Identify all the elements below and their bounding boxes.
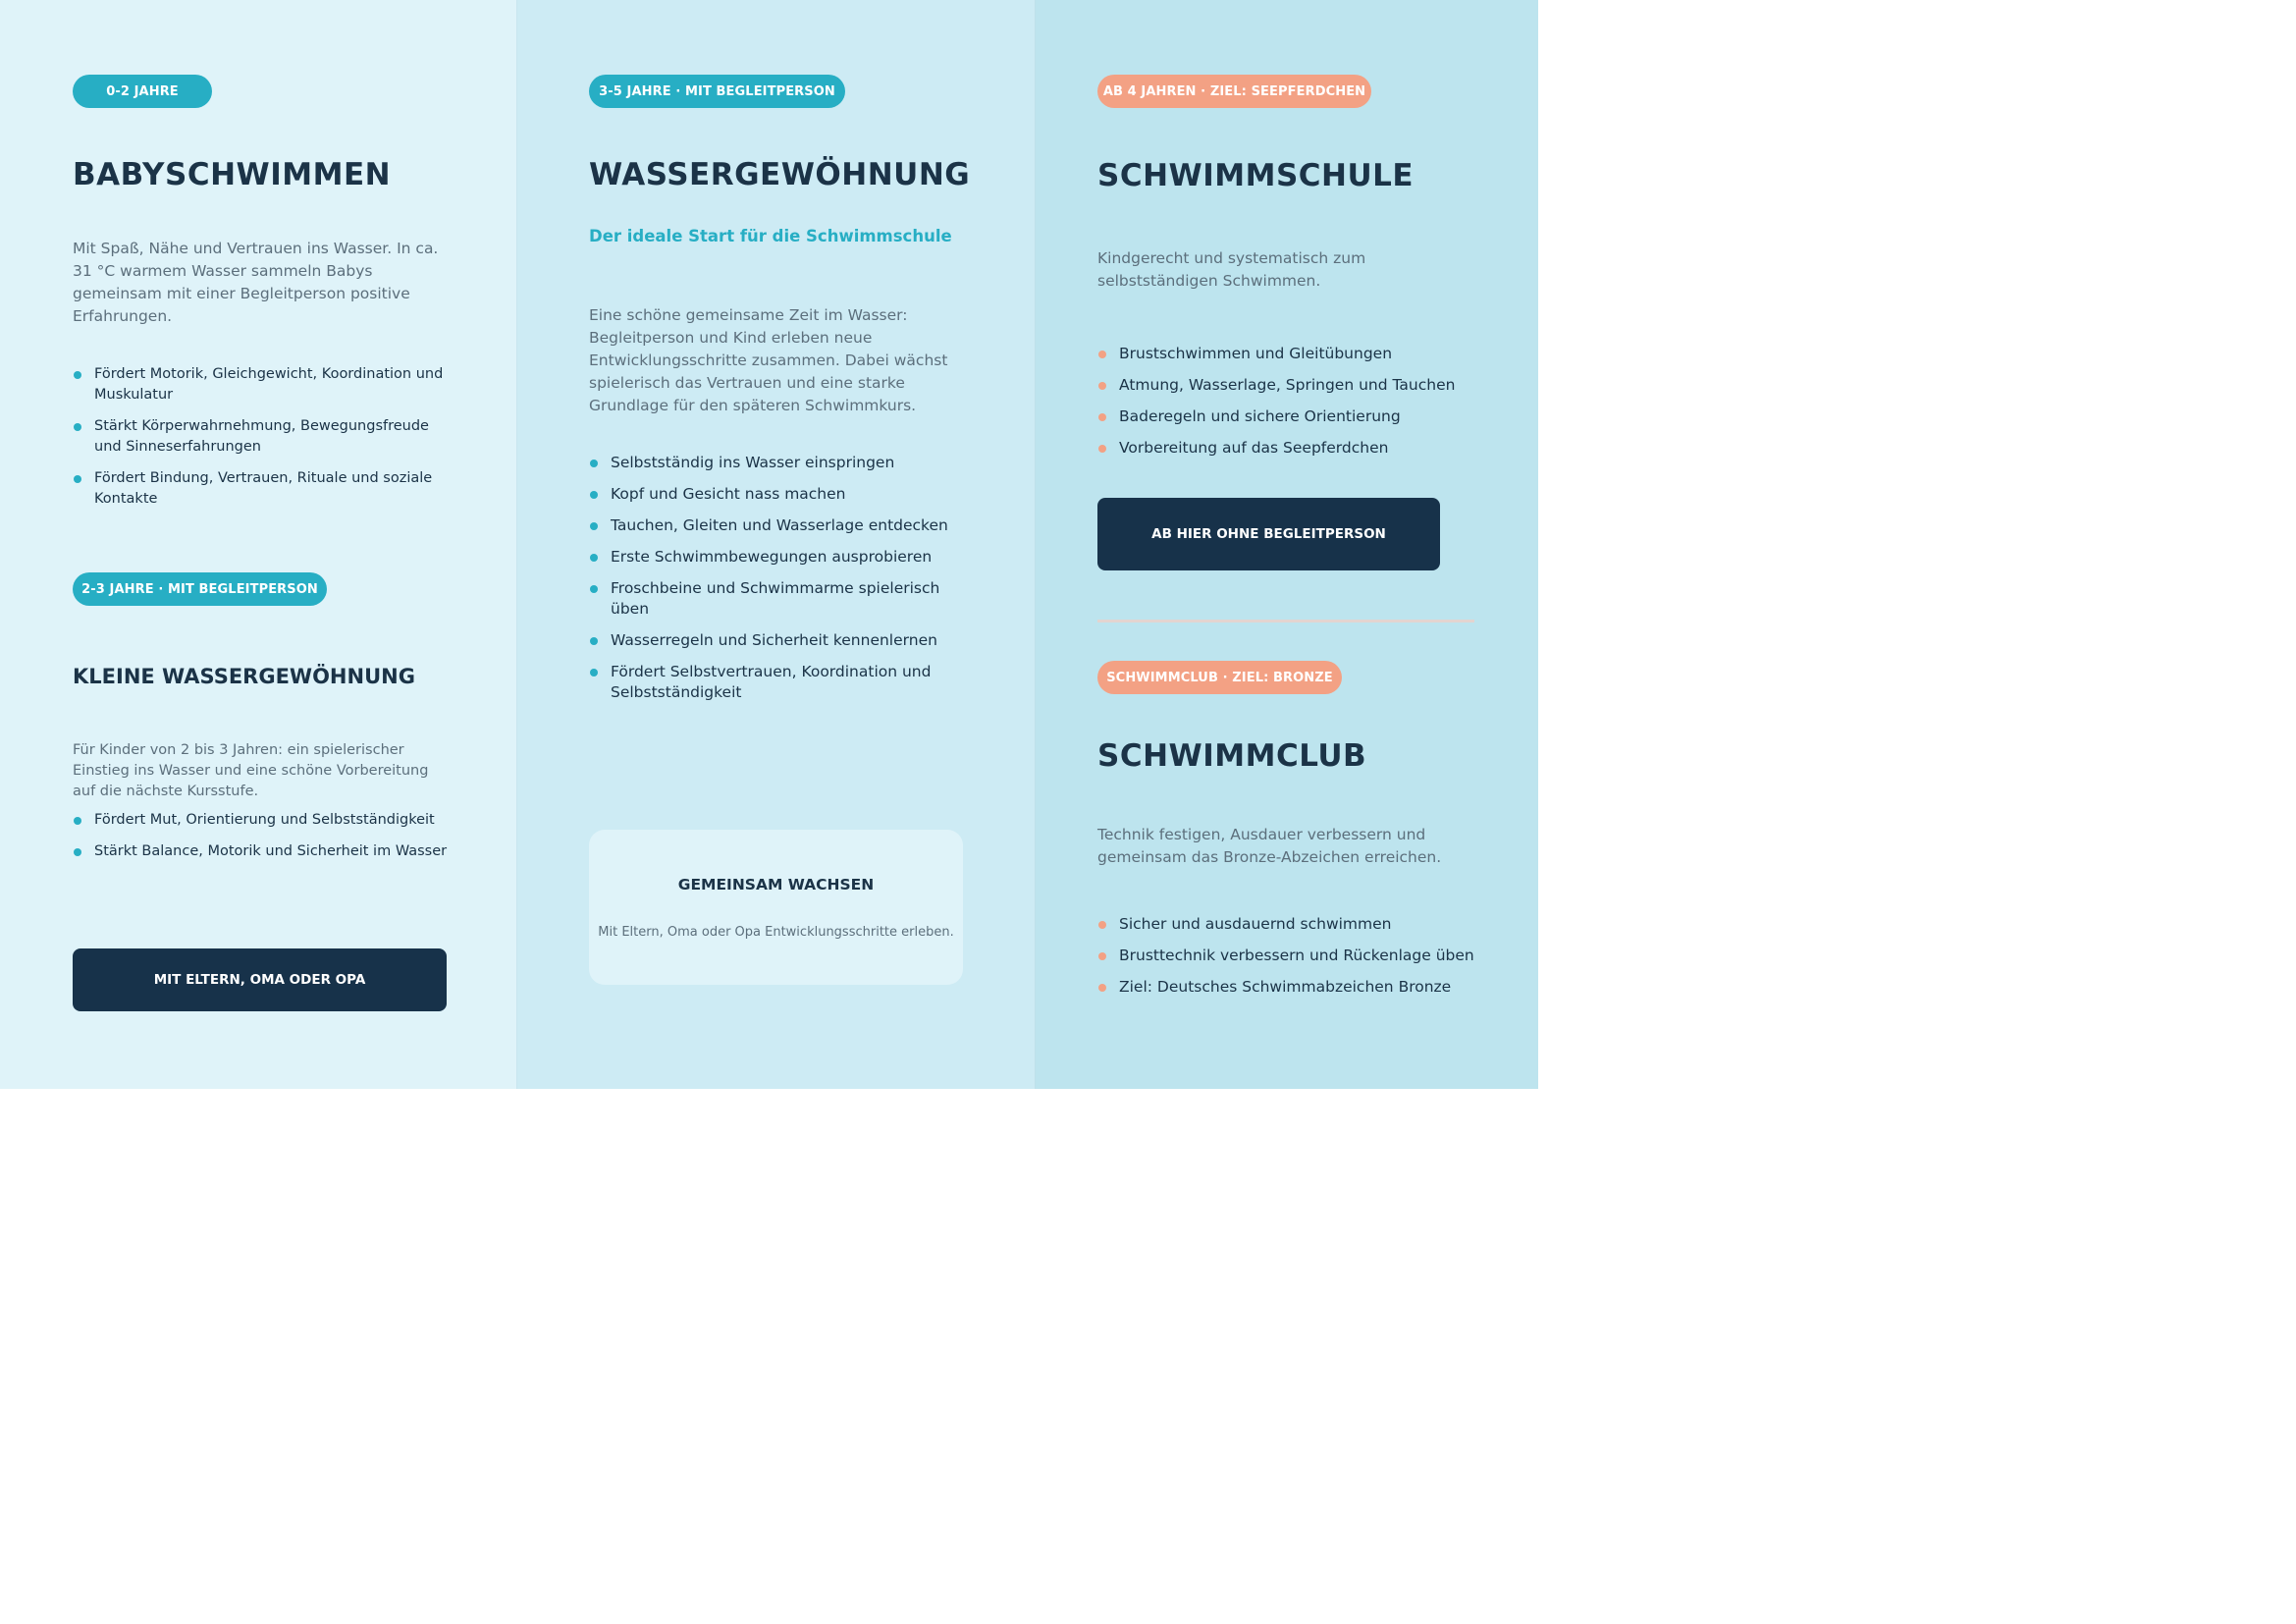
- list-item: Tauchen, Gleiten und Wasserlage entdecken: [589, 515, 967, 536]
- bullet-dot-icon: [74, 475, 81, 483]
- without-companion-button[interactable]: AB HIER OHNE BEGLEITPERSON: [1097, 498, 1440, 570]
- panel-wassergewoehnung: [517, 0, 1036, 1089]
- panel-babyschwimmen: [0, 0, 517, 1089]
- age-badge-ab-4: AB 4 JAHREN · ZIEL: SEEPFERDCHEN: [1097, 75, 1371, 108]
- section-title-kleine-wassergewoehnung: KLEINE WASSERGEWÖHNUNG: [73, 665, 415, 688]
- skills-list-schwimmclub: [1097, 914, 1490, 998]
- bullet-dot-icon: [1098, 382, 1106, 390]
- bullet-dot-icon: [590, 554, 598, 562]
- intro-kleine-wassergewoehnung: Für Kinder von 2 bis 3 Jahren: ein spielerischer Einstieg ins Wasser und eine schöne Vorbereitung auf die nächste Kursstufe.: [73, 742, 429, 799]
- age-badge-3-5: 3-5 JAHRE · MIT BEGLEITPERSON: [589, 75, 845, 108]
- with-parents-button[interactable]: MIT ELTERN, OMA ODER OPA: [73, 948, 447, 1011]
- list-item: Baderegeln und sichere Orientierung: [1097, 406, 1490, 427]
- bullet-dot-icon: [590, 522, 598, 530]
- list-item: Stärkt Körperwahrnehmung, Bewegungsfreude und Sinneserfahrungen: [73, 416, 451, 458]
- list-item: Froschbeine und Schwimmarme spielerisch üben: [589, 578, 967, 620]
- benefits-list-kleine-wassergewoehnung: [73, 810, 465, 862]
- bullet-dot-icon: [590, 669, 598, 677]
- list-item: Vorbereitung auf das Seepferdchen: [1097, 438, 1490, 459]
- bullet-dot-icon: [1098, 984, 1106, 992]
- list-item: Stärkt Balance, Motorik und Sicherheit im Wasser: [73, 841, 465, 862]
- section-title-wassergewoehnung: WASSERGEWÖHNUNG: [589, 157, 971, 192]
- intro-wassergewoehnung: Eine schöne gemeinsame Zeit im Wasser: Begleitperson und Kind erleben neue Entwicklungsschritte zusammen. Dabei wächst spielerisch das Vertrauen und eine starke Grundlage für den späteren Schwimmkurs.: [589, 306, 948, 414]
- list-item: Selbstständig ins Wasser einspringen: [589, 453, 967, 473]
- bullet-dot-icon: [1098, 921, 1106, 929]
- list-item: Ziel: Deutsches Schwimmabzeichen Bronze: [1097, 977, 1490, 998]
- bullet-dot-icon: [1098, 351, 1106, 358]
- bullet-dot-icon: [590, 491, 598, 499]
- skills-list-schwimmschule: [1097, 344, 1490, 459]
- list-item: Fördert Mut, Orientierung und Selbstständigkeit: [73, 810, 465, 831]
- skills-list-wassergewoehnung: [589, 453, 967, 703]
- bullet-dot-icon: [74, 423, 81, 431]
- bullet-dot-icon: [1098, 952, 1106, 960]
- list-item: Fördert Bindung, Vertrauen, Rituale und soziale Kontakte: [73, 468, 451, 510]
- list-item: Fördert Selbstvertrauen, Koordination und Selbstständigkeit: [589, 662, 967, 703]
- list-item: Fördert Motorik, Gleichgewicht, Koordination und Muskulatur: [73, 364, 451, 406]
- list-item: Brusttechnik verbessern und Rückenlage üben: [1097, 946, 1490, 966]
- bullet-dot-icon: [1098, 445, 1106, 453]
- intro-babyschwimmen: Mit Spaß, Nähe und Vertrauen ins Wasser. In ca. 31 °C warmem Wasser sammeln Babys gemeinsam mit einer Begleitperson positive Erfahrungen.: [73, 240, 439, 325]
- bullet-dot-icon: [74, 371, 81, 379]
- card-text: Mit Eltern, Oma oder Opa Entwicklungsschritte erleben.: [598, 925, 954, 940]
- list-item: Kopf und Gesicht nass machen: [589, 484, 967, 505]
- subtitle-wassergewoehnung: Der ideale Start für die Schwimmschule: [589, 227, 952, 245]
- list-item: Erste Schwimmbewegungen ausprobieren: [589, 547, 967, 568]
- bullet-dot-icon: [1098, 413, 1106, 421]
- list-item: Sicher und ausdauernd schwimmen: [1097, 914, 1490, 935]
- age-badge-0-2: 0-2 JAHRE: [73, 75, 212, 108]
- list-item: Brustschwimmen und Gleitübungen: [1097, 344, 1490, 364]
- panel-schwimmschule: [1036, 0, 1538, 1089]
- section-divider: [1097, 620, 1474, 623]
- bullet-dot-icon: [590, 637, 598, 645]
- intro-schwimmclub: Technik festigen, Ausdauer verbessern und gemeinsam das Bronze-Abzeichen erreichen.: [1097, 826, 1442, 866]
- bullet-dot-icon: [590, 460, 598, 467]
- section-title-babyschwimmen: BABYSCHWIMMEN: [73, 157, 392, 192]
- info-card-gemeinsam-wachsen: [589, 830, 963, 985]
- list-item: Wasserregeln und Sicherheit kennenlernen: [589, 630, 967, 651]
- card-title: GEMEINSAM WACHSEN: [677, 876, 875, 893]
- list-item: Atmung, Wasserlage, Springen und Tauchen: [1097, 375, 1490, 396]
- benefits-list-babyschwimmen: [73, 364, 451, 510]
- section-title-schwimmclub: SCHWIMMCLUB: [1097, 738, 1367, 774]
- intro-schwimmschule: Kindgerecht und systematisch zum selbstständigen Schwimmen.: [1097, 249, 1366, 290]
- bullet-dot-icon: [74, 848, 81, 856]
- bullet-dot-icon: [74, 817, 81, 825]
- club-badge-bronze: SCHWIMMCLUB · ZIEL: BRONZE: [1097, 661, 1342, 694]
- age-badge-2-3: 2-3 JAHRE · MIT BEGLEITPERSON: [73, 572, 327, 606]
- bullet-dot-icon: [590, 585, 598, 593]
- section-title-schwimmschule: SCHWIMMSCHULE: [1097, 158, 1415, 193]
